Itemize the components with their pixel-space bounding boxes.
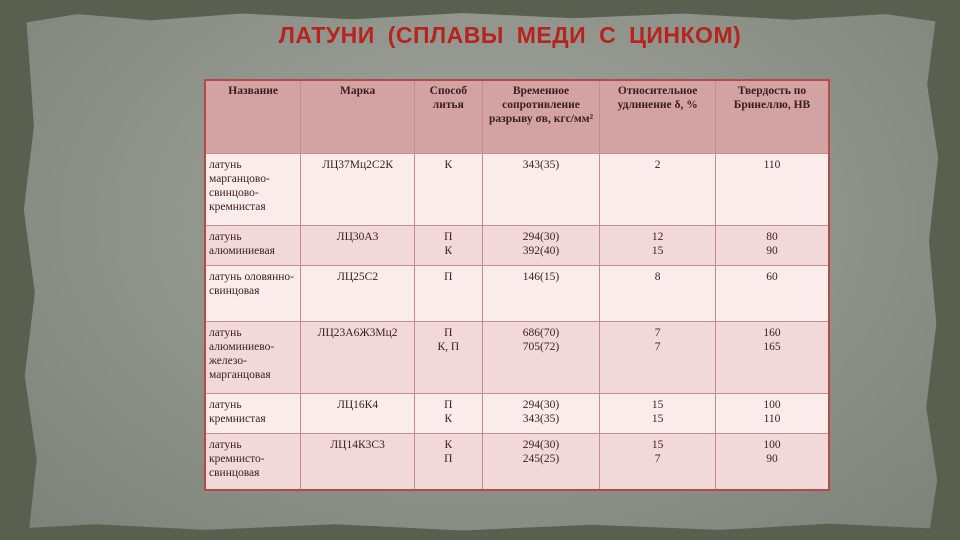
cell-value: 110 bbox=[763, 413, 781, 425]
cell-name: латунь кремнистая bbox=[205, 394, 301, 434]
cell-value: 343(35) bbox=[522, 159, 560, 171]
cell-hardness bbox=[716, 322, 830, 394]
cell-hardness bbox=[716, 434, 830, 490]
cell-value: 294(30) bbox=[522, 439, 560, 451]
cell-value: П bbox=[444, 399, 453, 411]
cell-value: 2 bbox=[654, 159, 661, 171]
cell-casting bbox=[414, 322, 482, 394]
cell-grade: ЛЦ14К3С3 bbox=[301, 434, 415, 490]
cell-value: 7 bbox=[654, 453, 661, 465]
cell-value: 705(72) bbox=[522, 341, 560, 353]
table-row bbox=[205, 434, 829, 490]
cell-casting bbox=[414, 226, 482, 266]
cell-value: К bbox=[444, 439, 453, 451]
cell-value: 7 bbox=[654, 327, 661, 339]
table-row bbox=[205, 154, 829, 226]
table-body bbox=[205, 154, 829, 490]
cell-casting bbox=[414, 434, 482, 490]
cell-value: 15 bbox=[651, 245, 664, 257]
cell-elongation bbox=[600, 226, 716, 266]
cell-value: П bbox=[444, 453, 453, 465]
cell-hardness bbox=[716, 266, 830, 322]
cell-value: 165 bbox=[763, 341, 781, 353]
cell-strength bbox=[482, 394, 600, 434]
cell-value: 294(30) bbox=[522, 231, 560, 243]
cell-hardness bbox=[716, 226, 830, 266]
cell-name: латунь алюминиевая bbox=[205, 226, 301, 266]
cell-grade: ЛЦ25С2 bbox=[301, 266, 415, 322]
cell-elongation bbox=[600, 154, 716, 226]
cell-value: 392(40) bbox=[522, 245, 560, 257]
brass-table bbox=[204, 79, 830, 491]
cell-casting bbox=[414, 394, 482, 434]
cell-strength bbox=[482, 322, 600, 394]
cell-value: П bbox=[444, 271, 453, 283]
table-row bbox=[205, 226, 829, 266]
cell-value: 294(30) bbox=[522, 399, 560, 411]
table-row bbox=[205, 394, 829, 434]
header-hardness: Твердость по Бринеллю, НВ bbox=[716, 80, 830, 154]
cell-value: 60 bbox=[766, 271, 778, 283]
cell-hardness bbox=[716, 394, 830, 434]
cell-casting bbox=[414, 154, 482, 226]
cell-value: 100 bbox=[763, 439, 781, 451]
table-header-row bbox=[205, 80, 829, 154]
cell-elongation bbox=[600, 394, 716, 434]
cell-value: 80 bbox=[766, 231, 778, 243]
header-name: Название bbox=[205, 80, 301, 154]
cell-value: 15 bbox=[651, 413, 664, 425]
cell-value: 12 bbox=[651, 231, 664, 243]
cell-value: К bbox=[444, 413, 453, 425]
cell-value: 90 bbox=[766, 245, 778, 257]
cell-elongation bbox=[600, 322, 716, 394]
cell-value: 90 bbox=[766, 453, 778, 465]
cell-grade: ЛЦ37Мц2С2К bbox=[301, 154, 415, 226]
cell-strength bbox=[482, 266, 600, 322]
cell-value: П bbox=[444, 231, 453, 243]
cell-value: 245(25) bbox=[522, 453, 560, 465]
cell-value: К bbox=[444, 159, 453, 171]
cell-value: 110 bbox=[763, 159, 781, 171]
cell-strength bbox=[482, 154, 600, 226]
cell-grade: ЛЦ30А3 bbox=[301, 226, 415, 266]
cell-elongation bbox=[600, 434, 716, 490]
cell-name: латунь оловянно-свинцовая bbox=[205, 266, 301, 322]
cell-name: латунь кремнисто-свинцовая bbox=[205, 434, 301, 490]
table-row bbox=[205, 322, 829, 394]
cell-value: 686(70) bbox=[522, 327, 560, 339]
cell-value: 8 bbox=[654, 271, 661, 283]
cell-value: 15 bbox=[651, 439, 664, 451]
header-casting: Способ литья bbox=[414, 80, 482, 154]
cell-name: латунь марганцово-свинцово-кремнистая bbox=[205, 154, 301, 226]
cell-value: 146(15) bbox=[522, 271, 560, 283]
cell-name: латунь алюминиево-железо-марганцовая bbox=[205, 322, 301, 394]
cell-value: 7 bbox=[654, 341, 661, 353]
cell-strength bbox=[482, 434, 600, 490]
cell-value: К bbox=[444, 245, 453, 257]
cell-value: П bbox=[444, 327, 453, 339]
cell-hardness bbox=[716, 154, 830, 226]
cell-value: 15 bbox=[651, 399, 664, 411]
cell-elongation bbox=[600, 266, 716, 322]
header-elongation: Относительное удлинение δ, % bbox=[600, 80, 716, 154]
slide-title: ЛАТУНИ (СПЛАВЫ МЕДИ С ЦИНКОМ) bbox=[278, 22, 742, 48]
brass-table-container bbox=[204, 79, 830, 491]
cell-value: 343(35) bbox=[522, 413, 560, 425]
cell-grade: ЛЦ16К4 bbox=[301, 394, 415, 434]
header-strength: Временное сопротивление разрыву σв, кгс/мм² bbox=[482, 80, 600, 154]
header-grade: Марка bbox=[301, 80, 415, 154]
cell-casting bbox=[414, 266, 482, 322]
cell-grade: ЛЦ23А6Ж3Мц2 bbox=[301, 322, 415, 394]
table-row bbox=[205, 266, 829, 322]
cell-strength bbox=[482, 226, 600, 266]
cell-value: 100 bbox=[763, 399, 781, 411]
cell-value: 160 bbox=[763, 327, 781, 339]
cell-value: К, П bbox=[437, 341, 460, 353]
